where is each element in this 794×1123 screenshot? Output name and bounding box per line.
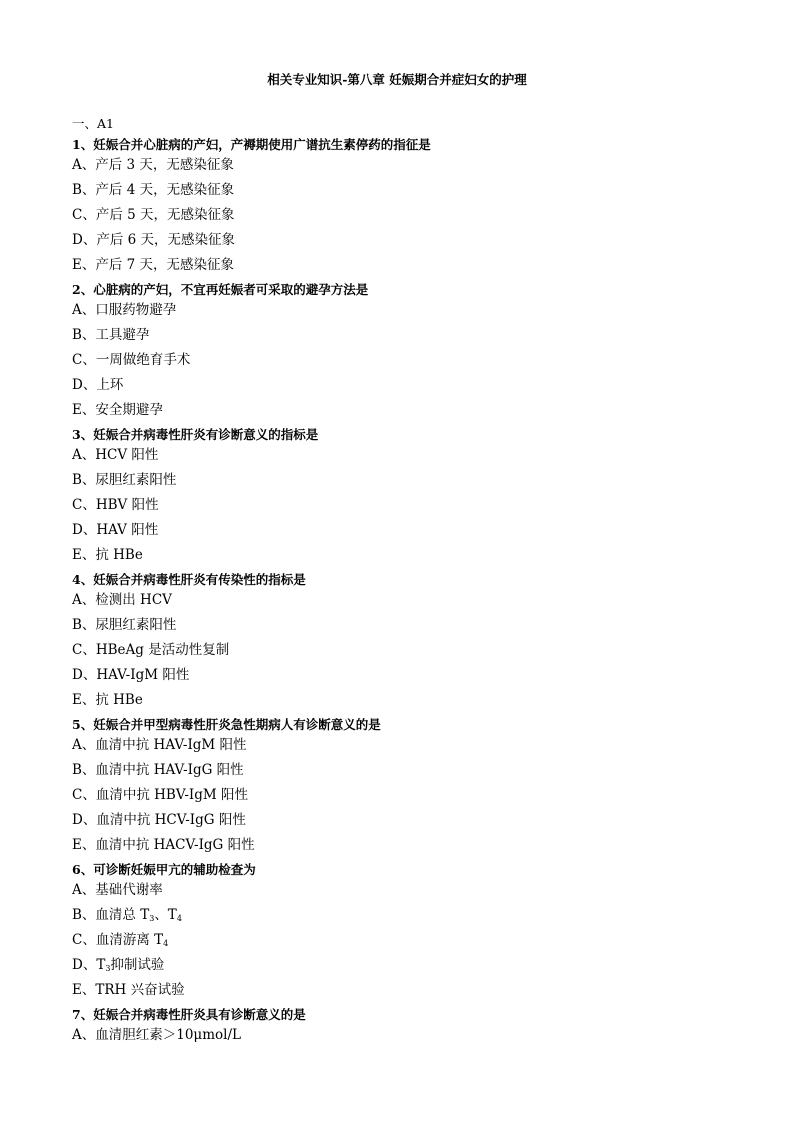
question-option: A、血清中抗 HAV-IgM 阳性 [72, 737, 247, 753]
question-text: 2、心脏病的产妇，不宜再妊娠者可采取的避孕方法是 [72, 282, 369, 297]
question-option: B、血清总 $T_3$、$T_4$ [72, 907, 182, 923]
question-text: 3、妊娠合并病毒性肝炎有诊断意义的指标是 [72, 427, 319, 442]
question-option: A、基础代谢率 [72, 882, 163, 898]
question-option: C、HBeAg 是活动性复制 [72, 642, 230, 658]
question-option: A、检测出 HCV [72, 592, 172, 608]
question-option: B、产后 4 天，无感染征象 [72, 182, 235, 198]
question-list [72, 137, 732, 1052]
question-option: C、血清游离 $T_4$ [72, 932, 169, 948]
question-option: D、HAV-IgM 阳性 [72, 667, 190, 683]
question-option: E、TRH 兴奋试验 [72, 982, 185, 998]
question-text: 6、可诊断妊娠甲亢的辅助检查为 [72, 862, 256, 877]
question-option: A、HCV 阳性 [72, 447, 159, 463]
question-option: B、尿胆红素阳性 [72, 472, 177, 488]
question-option: B、血清中抗 HAV-IgG 阳性 [72, 762, 244, 778]
section-heading: 一、A1 [72, 116, 114, 131]
question-text: 1、妊娠合并心脏病的产妇，产褥期使用广谱抗生素停药的指征是 [72, 137, 431, 152]
question-option: A、血清胆红素＞10μmol/L [72, 1027, 241, 1043]
document-title: 相关专业知识-第八章 妊娠期合并症妇女的护理 [267, 72, 527, 87]
question-option: A、口服药物避孕 [72, 302, 177, 318]
question-text: 5、妊娠合并甲型病毒性肝炎急性期病人有诊断意义的是 [72, 717, 381, 732]
question-option: D、$T_3$抑制试验 [72, 957, 165, 973]
question-option: D、HAV 阳性 [72, 522, 159, 538]
question-text: 7、妊娠合并病毒性肝炎具有诊断意义的是 [72, 1007, 306, 1022]
question-option: E、抗 HBe [72, 547, 143, 563]
question-option: D、血清中抗 HCV-IgG 阳性 [72, 812, 246, 828]
question-option: E、血清中抗 HACV-IgG 阳性 [72, 837, 255, 853]
question-text: 4、妊娠合并病毒性肝炎有传染性的指标是 [72, 572, 306, 587]
question-option: D、产后 6 天，无感染征象 [72, 232, 235, 248]
question-option: B、工具避孕 [72, 327, 150, 343]
question-option: C、产后 5 天，无感染征象 [72, 207, 235, 223]
question-option: D、上环 [72, 377, 124, 393]
question-option: E、抗 HBe [72, 692, 143, 708]
question-option: A、产后 3 天，无感染征象 [72, 157, 234, 173]
question-option: C、血清中抗 HBV-IgM 阳性 [72, 787, 248, 803]
question-option: C、一周做绝育手术 [72, 352, 191, 368]
question-option: E、安全期避孕 [72, 402, 163, 418]
question-option: B、尿胆红素阳性 [72, 617, 177, 633]
question-option: C、HBV 阳性 [72, 497, 159, 513]
question-option: E、产后 7 天，无感染征象 [72, 257, 235, 273]
